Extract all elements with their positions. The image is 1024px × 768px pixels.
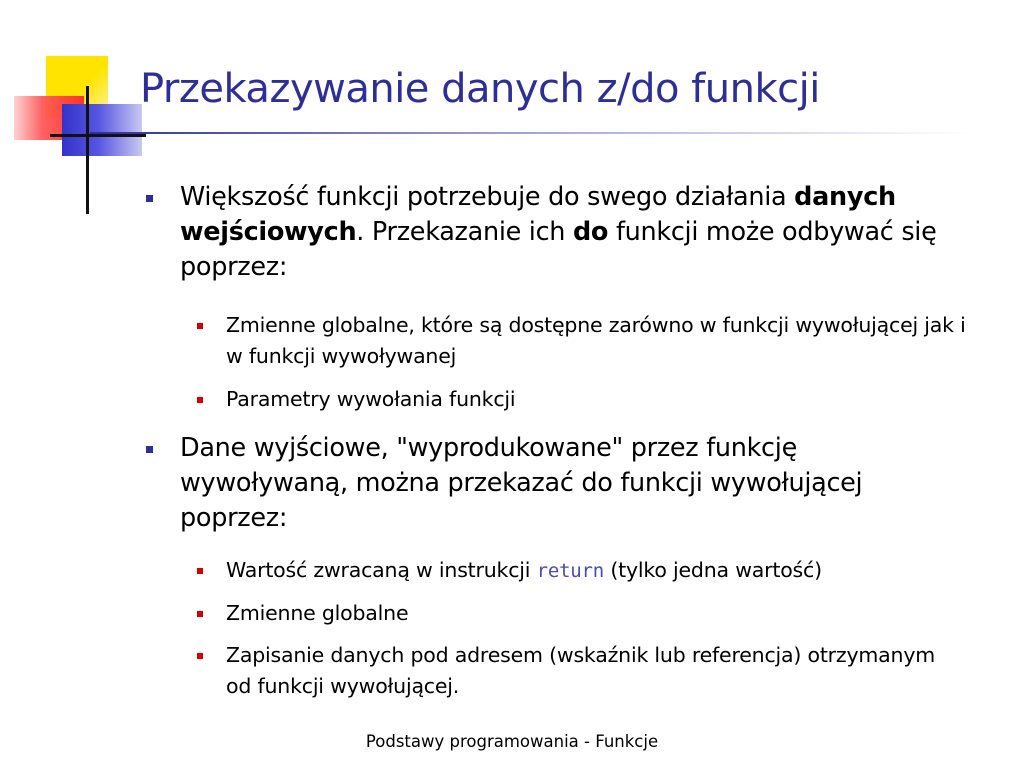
logo-horizontal-line (50, 134, 146, 137)
bullet-2-sub-2: Zmienne globalne (226, 601, 409, 625)
logo-vertical-line (86, 86, 89, 214)
bullet-1-bold-a: danych wejściowych (180, 182, 896, 247)
logo-blue-square (62, 104, 142, 156)
bullet-1-sub-2: Parametry wywołania funkcji (226, 387, 516, 411)
bullet-1-text-b: . Przekazanie ich (356, 217, 573, 247)
level2-bullet-icon (197, 397, 203, 403)
bullet-1-text-a: Większość funkcji potrzebuje do swego działania (180, 182, 795, 212)
slide-footer: Podstawy programowania - Funkcje (365, 732, 659, 751)
bullet-1-text-c: funkcji może odbywać się poprzez: (180, 217, 937, 282)
level2-bullet-icon (197, 653, 203, 659)
level2-bullet-icon (197, 568, 203, 574)
bullet-2-sub-1-text-a: Wartość zwracaną w instrukcji (226, 558, 537, 582)
bullet-1-bold-b: do (572, 217, 609, 247)
title-underline (90, 132, 970, 134)
slide-logo-icon (0, 0, 150, 220)
bullet-1 (180, 180, 980, 285)
bullet-2-sub-1 (226, 555, 1006, 587)
level2-bullet-icon (197, 611, 203, 617)
level1-bullet-icon (146, 446, 153, 453)
return-keyword: return (536, 560, 605, 582)
level2-bullet-icon (197, 323, 203, 329)
level1-bullet-icon (146, 195, 153, 202)
slide-title: Przekazywanie danych z/do funkcji (140, 66, 820, 112)
bullet-2: Dane wyjściowe, "wyprodukowane" przez funkcję wywoływaną, można przekazać do funkcji wywołującej poprzez: (180, 433, 863, 533)
bullet-1-sub-1: Zmienne globalne, które są dostępne zarówno w funkcji wywołującej jak i w funkcji wywoływanej (226, 313, 966, 368)
bullet-2-sub-1-text-b: (tylko jedna wartość) (604, 558, 822, 582)
bullet-2-sub-3: Zapisanie danych pod adresem (wskaźnik lub referencja) otrzymanym od funkcji wywołującej. (226, 643, 936, 698)
